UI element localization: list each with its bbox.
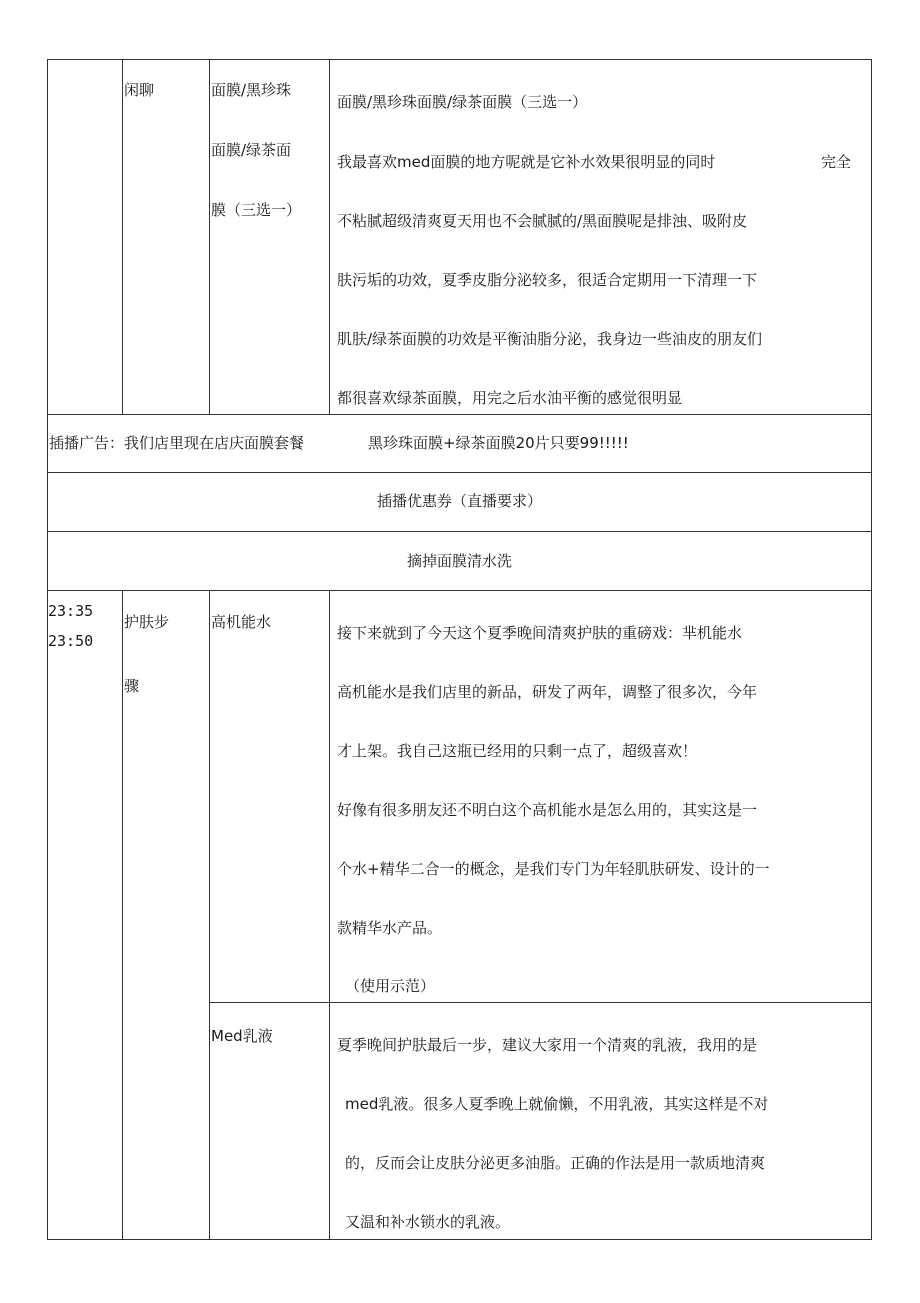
- script-line: 不粘腻超级清爽夏天用也不会腻腻的/黑面膜呢是排浊、吸附皮: [337, 212, 748, 230]
- script-line: 肌肤/绿茶面膜的功效是平衡油脂分泌，我身边一些油皮的朋友们: [337, 330, 763, 348]
- product-name-line: 面膜/绿茶面: [211, 141, 292, 159]
- script-line: 我最喜欢med面膜的地方呢就是它补水效果很明显的同时: [337, 153, 716, 171]
- row-divider: [47, 472, 872, 473]
- script-line: 面膜/黑珍珠面膜/绿茶面膜（三选一）: [337, 93, 588, 111]
- section-label: 骤: [124, 677, 140, 695]
- table-border-top: [47, 59, 872, 60]
- script-line: 完全: [821, 153, 852, 171]
- time-end: 23:50: [48, 632, 94, 650]
- script-line: 都很喜欢绿茶面膜，用完之后水油平衡的感觉很明显: [337, 389, 683, 407]
- script-line: 才上架。我自己这瓶已经用的只剩一点了，超级喜欢！: [337, 742, 698, 760]
- script-line: 又温和补水锁水的乳液。: [345, 1213, 511, 1231]
- table-border-bottom: [47, 1239, 872, 1240]
- script-line: 接下来就到了今天这个夏季晚间清爽护肤的重磅戏：芈机能水: [337, 624, 743, 642]
- coupon-row-text: 插播优惠券（直播要求）: [376, 492, 542, 510]
- script-line: med乳液。很多人夏季晚上就偷懒，不用乳液，其实这样是不对: [345, 1095, 769, 1113]
- column-divider: [209, 59, 210, 415]
- script-line: 款精华水产品。: [337, 919, 443, 937]
- section-label: 护肤步: [124, 613, 170, 631]
- column-divider: [329, 59, 330, 415]
- script-line: 夏季晚间护肤最后一步，建议大家用一个清爽的乳液，我用的是: [337, 1036, 758, 1054]
- script-line: 个水+精华二合一的概念，是我们专门为年轻肌肤研发、设计的一: [337, 860, 770, 878]
- section-label: 闲聊: [124, 81, 155, 99]
- script-line: 高机能水是我们店里的新品，研发了两年，调整了很多次，今年: [337, 683, 758, 701]
- column-divider: [122, 590, 123, 1240]
- script-line: 的，反而会让皮肤分泌更多油脂。正确的作法是用一款质地清爽: [345, 1154, 766, 1172]
- column-divider: [329, 590, 330, 1240]
- ad-label: 插播广告：我们店里现在店庆面膜套餐: [49, 434, 305, 452]
- product-name: Med乳液: [211, 1027, 273, 1045]
- script-line: 肤污垢的功效，夏季皮脂分泌较多，很适合定期用一下清理一下: [337, 271, 758, 289]
- row-divider: [47, 414, 872, 415]
- column-divider: [122, 59, 123, 415]
- time-start: 23:35: [48, 602, 94, 620]
- row-divider: [47, 590, 872, 591]
- column-divider: [209, 590, 210, 1240]
- row-divider: [209, 1002, 872, 1003]
- product-name: 高机能水: [211, 613, 272, 631]
- demo-note: （使用示范）: [345, 977, 436, 995]
- ad-offer: 黑珍珠面膜+绿茶面膜20片只要99!!!!!: [368, 434, 629, 452]
- wash-row-text: 摘掉面膜清水洗: [406, 552, 512, 570]
- product-name-line: 膜（三选一）: [211, 201, 302, 219]
- script-line: 好像有很多朋友还不明白这个高机能水是怎么用的，其实这是一: [337, 801, 758, 819]
- product-name-line: 面膜/黑珍珠: [211, 81, 292, 99]
- row-divider: [47, 531, 872, 532]
- table-border-right: [871, 59, 872, 1240]
